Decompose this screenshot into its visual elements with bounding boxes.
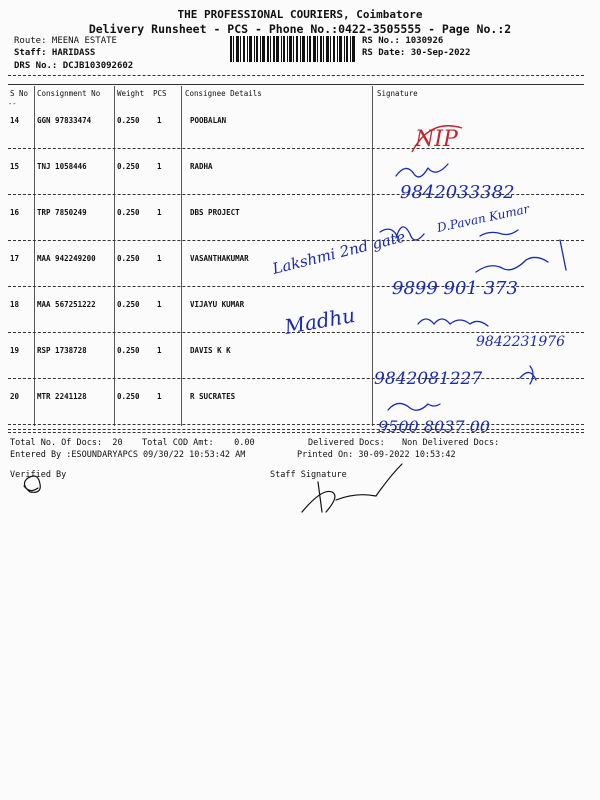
col-consignment: Consignment No xyxy=(37,89,101,98)
phone-row17: 9899 901 373 xyxy=(392,278,518,299)
col-weight: Weight xyxy=(117,89,145,98)
cell-consignee: POOBALAN xyxy=(190,116,227,125)
cell-sno: 17 xyxy=(10,254,20,263)
cell-pcs: 1 xyxy=(157,254,162,263)
signature-row17 xyxy=(476,240,566,272)
route-label: Route: MEENA ESTATE xyxy=(14,36,117,46)
cell-sno: 14 xyxy=(10,116,20,125)
cell-sno: 18 xyxy=(10,300,20,309)
name-row16: D.Pavan Kumar xyxy=(435,201,531,235)
cell-pcs: 1 xyxy=(157,208,162,217)
printed-on: Printed On: 30-09-2022 10:53:42 xyxy=(297,450,456,460)
total-docs: Total No. Of Docs: 20 xyxy=(10,438,123,448)
staff-label: Staff: HARIDASS xyxy=(14,48,96,58)
cell-pcs: 1 xyxy=(157,300,162,309)
non-delivered-docs: Non Delivered Docs: xyxy=(402,438,500,448)
phone-row15: 9842033382 xyxy=(400,182,515,203)
phone-row19: 9842081227 xyxy=(374,369,483,389)
cell-weight: 0.250 xyxy=(117,392,140,401)
footer-rule xyxy=(8,429,584,430)
cell-consignment: GGN 97833474 xyxy=(37,116,92,125)
cell-consignee: DBS PROJECT xyxy=(190,208,240,217)
col-pcs: PCS xyxy=(153,89,167,98)
row-marker: -- xyxy=(8,100,17,108)
cell-pcs: 1 xyxy=(157,116,162,125)
cell-pcs: 1 xyxy=(157,346,162,355)
cell-consignment: TRP 7850249 xyxy=(37,208,87,217)
staff-signature-label: Staff Signature xyxy=(270,470,347,480)
cell-consignee: VIJAYU KUMAR xyxy=(190,300,245,309)
signature-row15 xyxy=(396,164,448,177)
cell-pcs: 1 xyxy=(157,392,162,401)
col-signature: Signature xyxy=(377,89,418,98)
handwriting-nip xyxy=(412,126,462,152)
col-consignee: Consignee Details xyxy=(185,89,262,98)
signature-row20 xyxy=(388,403,440,410)
phone-row20: 9500 8037 00 xyxy=(378,417,490,436)
cell-sno: 16 xyxy=(10,208,20,217)
entered-by: Entered By :ESOUNDARYAPCS 09/30/22 10:53:42 AM xyxy=(10,450,246,460)
cell-weight: 0.250 xyxy=(117,300,140,309)
cell-pcs: 1 xyxy=(157,162,162,171)
col-sno: S No xyxy=(10,89,29,98)
cell-weight: 0.250 xyxy=(117,162,140,171)
drs-number: DRS No.: DCJB103092602 xyxy=(14,61,134,71)
rs-date: RS Date: 30-Sep-2022 xyxy=(362,48,471,58)
cell-sno: 15 xyxy=(10,162,20,171)
footer-rule-2 xyxy=(8,432,584,433)
rs-number: RS No.: 1030926 xyxy=(362,36,444,46)
phone-row18: 9842231976 xyxy=(476,334,566,350)
cell-weight: 0.250 xyxy=(117,116,140,125)
cell-sno: 20 xyxy=(10,392,20,401)
cell-consignee: R SUCRATES xyxy=(190,392,236,401)
nip-text: NIP xyxy=(415,127,458,152)
company-title: THE PROFESSIONAL COURIERS, Coimbatore xyxy=(177,8,423,21)
total-cod: Total COD Amt: 0.00 xyxy=(142,438,255,448)
note-row17: Lakshmi 2nd gate xyxy=(270,227,408,278)
cell-consignee: VASANTHAKUMAR xyxy=(190,254,249,263)
scribble-row19 xyxy=(520,366,536,384)
cell-consignee: RADHA xyxy=(190,162,213,171)
delivered-docs: Delivered Docs: xyxy=(308,438,385,448)
cell-consignment: MTR 2241128 xyxy=(37,392,87,401)
cell-consignment: MAA 567251222 xyxy=(37,300,96,309)
scribble-row16 xyxy=(480,230,518,236)
cell-sno: 19 xyxy=(10,346,20,355)
note-row18: Madhu xyxy=(282,302,357,339)
signature-row18 xyxy=(418,319,488,326)
cell-weight: 0.250 xyxy=(117,346,140,355)
cell-weight: 0.250 xyxy=(117,208,140,217)
verified-by-label: Verified By xyxy=(10,470,67,480)
cell-consignment: RSP 1738728 xyxy=(37,346,87,355)
cell-weight: 0.250 xyxy=(117,254,140,263)
cell-consignment: MAA 942249200 xyxy=(37,254,96,263)
cell-consignee: DAVIS K K xyxy=(190,346,231,355)
runsheet-title: Delivery Runsheet - PCS - Phone No.:0422-3505555 - Page No.:2 xyxy=(88,22,512,36)
cell-consignment: TNJ 1058446 xyxy=(37,162,87,171)
